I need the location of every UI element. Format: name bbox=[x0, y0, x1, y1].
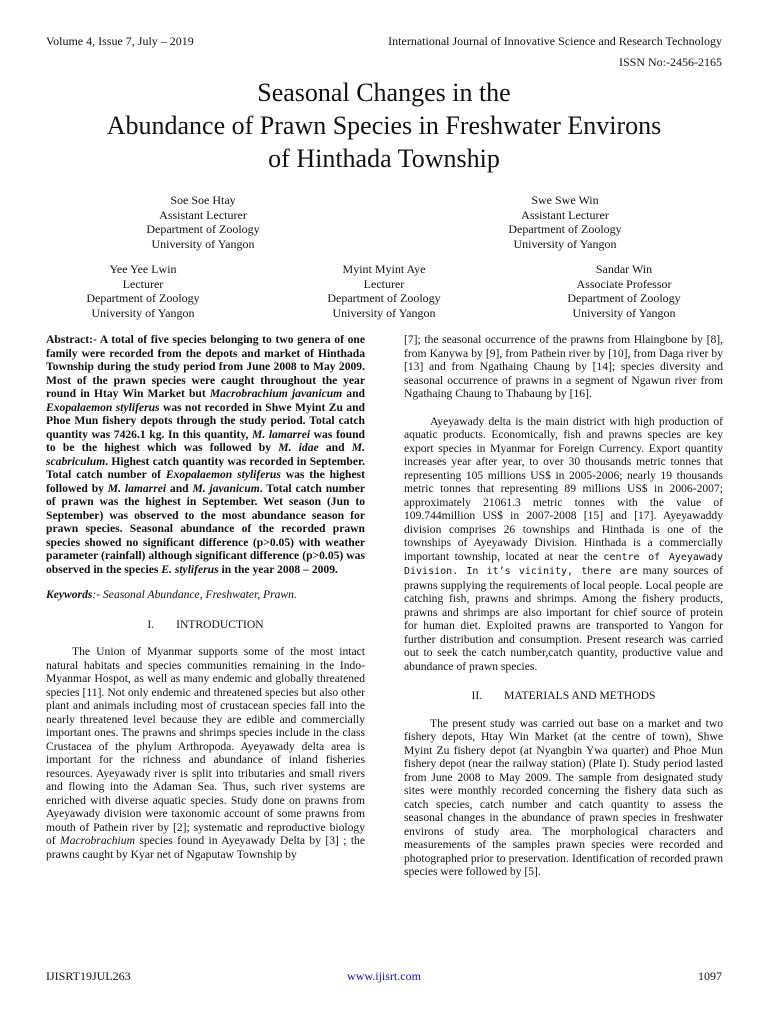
intro-paragraph bbox=[404, 415, 723, 674]
title-line-1: Seasonal Changes in the bbox=[257, 78, 511, 107]
right-column bbox=[404, 333, 723, 879]
author-department: Department of Zoology bbox=[146, 222, 260, 236]
abstract-text: was not recorded in Shwe Myint Zu and Phoe Mun fishery depots through the study period. Total catch quantity was 7426.1 kg. In this quantity, bbox=[46, 400, 366, 441]
body-text: Ayeyawady delta is the main district with high production of aquatic products. Economically, fish and prawns species are key export species in Myanmar for Foreign Currency. Export quantity increases year after year, to over 30 thousands metric tonnes that representing 105 millions US$ in 2005-2006; nearly 19 thousands metric tonnes that representing 89 millions US$ in 2006-2007; approximately 21061.3 metric tonnes with the value of 109.744million US$ in 2007-2008 [15] and [17]. Ayeyawaddy division comprises 26 townships and Hinthada is one of the townships of Ayeyawady Division. Hinthada is a commercially important township, located at near the bbox=[404, 414, 723, 563]
author-university: University of Yangon bbox=[572, 305, 676, 320]
abstract bbox=[46, 333, 365, 576]
author-block bbox=[103, 193, 303, 251]
author-position: Associate Professor bbox=[576, 276, 672, 291]
author-name: Sandar Win bbox=[595, 262, 653, 276]
keywords-text: :- Seasonal Abundance, Freshwater, Prawn. bbox=[92, 588, 297, 601]
header-issn: ISSN No:-2456-2165 bbox=[618, 55, 722, 69]
species-name: Macrobrachium javanicum bbox=[209, 387, 343, 400]
author-name: Myint Myint Aye bbox=[342, 262, 426, 276]
header-journal: International Journal of Innovative Science and Research Technology bbox=[388, 34, 722, 48]
author-university: University of Yangon bbox=[513, 236, 617, 251]
author-department: Department of Zoology bbox=[327, 291, 441, 305]
section-heading-introduction bbox=[46, 618, 365, 632]
author-department: Department of Zoology bbox=[567, 291, 681, 305]
species-name: E. styliferus bbox=[161, 562, 219, 576]
section-heading-methods bbox=[404, 689, 723, 703]
section-title: MATERIALS AND METHODS bbox=[504, 689, 656, 702]
intro-paragraph-continued: [7]; the seasonal occurrence of the prawns from Hlaingbone by [8], from Kanywa by [9], from Pathein river by [10], from Daga river by [13] and from Ngathaing Chaung by [14]; species diversity and seasonal occurrence of prawns in a segment of Ngawun river from Ngathaing Chaung to Thabaung by [16]. bbox=[404, 333, 723, 400]
species-name: Exopalaemon styliferus bbox=[165, 468, 281, 481]
species-name: M. idae bbox=[278, 441, 319, 454]
author-block bbox=[284, 262, 484, 320]
species-name: M. scabriculum bbox=[46, 441, 365, 468]
body-text: The Union of Myanmar supports some of the most intact natural habitats and species communities remaining in the Indo-Myanmar Hospot, as well as many endemic and globally threatened species [11]. Not only endemic and threatened species but also other plant and animals including most of crustacean species fall into the nearly threatened level because they are edible and commercially important ones. The prawns and shrimps species include in the class Crustacea of the phylum Arthropoda. Ayeyawady delta area is important for the richness and abundance of inland fisheries resources. Ayeyawady river is split into tributaries and small rivers and flowing into the Adaman Sea. Thus, such river systems are enriched with diverse aquatic species. Study done on prawns from Ayeyawady division were taxonomic account of some prawns from mouth of Pathein river by [2]; systematic and reproductive biology of bbox=[46, 645, 365, 847]
author-name: Yee Yee Lwin bbox=[109, 262, 177, 276]
genus-name: Macrobrachium bbox=[60, 834, 135, 847]
species-name: M. javanicum bbox=[192, 481, 260, 495]
author-position: Assistant Lecturer bbox=[521, 207, 609, 222]
species-name: Exopalaemon styliferus bbox=[46, 400, 160, 414]
section-number: I. bbox=[147, 617, 155, 631]
keywords-label: Keywords bbox=[46, 588, 93, 601]
abstract-text: . Highest catch quantity was recorded in September. Total catch number of bbox=[46, 454, 365, 481]
abstract-text: in the year 2008 – 2009. bbox=[218, 562, 338, 576]
author-block bbox=[465, 193, 665, 251]
left-column bbox=[46, 333, 365, 861]
abstract-text: was the highest followed by bbox=[46, 468, 366, 495]
abstract-text: and bbox=[318, 441, 352, 454]
abstract-text: and bbox=[166, 481, 193, 495]
intro-paragraph bbox=[46, 645, 365, 861]
paper-title bbox=[40, 76, 728, 175]
author-name: Swe Swe Win bbox=[531, 193, 599, 207]
author-name: Soe Soe Htay bbox=[170, 193, 236, 207]
author-university: University of Yangon bbox=[332, 305, 436, 320]
author-block bbox=[43, 262, 243, 320]
abstract-text: and bbox=[342, 387, 365, 400]
author-university: University of Yangon bbox=[151, 236, 255, 251]
abstract-text: A total of five species belonging to two genera of one family were recorded from the depots and market of Hinthada Township during the study period from June 2008 to May 2009. Most of the prawn species were caught throughout the year round in Htay Win Market but bbox=[46, 333, 365, 400]
title-line-3: of Hinthada Township bbox=[268, 144, 500, 173]
author-department: Department of Zoology bbox=[508, 222, 622, 236]
author-position: Assistant Lecturer bbox=[159, 207, 247, 222]
author-position: Lecturer bbox=[363, 276, 405, 291]
body-text: many sources of prawns supplying the requirements of local people. Local people are catching fish, prawns and shrimps. Among the fishery products, prawns and shrimps are also important for chief source of protein for human diet. Exploited prawns are transported to Yangon for further distribution and consumption. Present research was carried out to seek the catch number,catch quantity, productive value and abundance of prawn species. bbox=[404, 564, 723, 673]
author-position: Lecturer bbox=[122, 276, 164, 291]
abstract-text: was found to be the highest which was followed by bbox=[46, 427, 365, 454]
footer-website-link[interactable]: www.ijisrt.com bbox=[347, 969, 421, 983]
methods-paragraph: The present study was carried out base on a market and two fishery depots, Htay Win Market (at the centre of town), Shwe Myint Zu fishery depot (at Nyangbin Ywa quarter) and Phoe Mun fishery depot (near the railway station) (Plate I). Study period lasted from June 2008 to May 2009. The sample from designated study sites were monthly recorded concerning the fishery data such as catch species, catch number and catch quantity to assess the seasonal changes in the abundance of prawn species in freshwater environs of study area. The morphological characters and measurements of the samples prawn species were recorded and photographed prior to preservation. Identification of recorded prawn species were followed by [5]. bbox=[404, 716, 723, 878]
section-title: INTRODUCTION bbox=[176, 617, 264, 631]
author-block bbox=[524, 262, 724, 320]
species-name: M. lamarrei bbox=[107, 481, 167, 495]
author-department: Department of Zoology bbox=[86, 291, 200, 305]
keywords bbox=[46, 588, 365, 602]
abstract-text: . Total catch number of prawn was the highest in September. Wet season (Jun to September) was observed to the most abundance season for prawn species. Seasonal abundance of the recorded prawn species showed no significant difference (p>0.05) with weather parameter (rainfall) although significant difference (p>0.05) was observed in the species bbox=[46, 481, 365, 576]
species-name: M. lamarrei bbox=[252, 427, 311, 441]
footer-paper-id: IJISRT19JUL263 bbox=[46, 969, 131, 983]
section-number: II. bbox=[471, 689, 483, 702]
abstract-label: Abstract:- bbox=[46, 333, 97, 346]
body-text: centre of Ayeyawady Division. In it’s vicinity, there are bbox=[404, 551, 724, 577]
header-volume: Volume 4, Issue 7, July – 2019 bbox=[46, 34, 194, 48]
body-text: species found in Ayeyawady Delta by [3] ; the prawns caught by Kyar net of Ngaputaw Township by bbox=[46, 834, 366, 861]
footer-page-number: 1097 bbox=[698, 969, 722, 983]
title-line-2: Abundance of Prawn Species in Freshwater Environs bbox=[106, 111, 662, 140]
author-university: University of Yangon bbox=[91, 305, 195, 320]
